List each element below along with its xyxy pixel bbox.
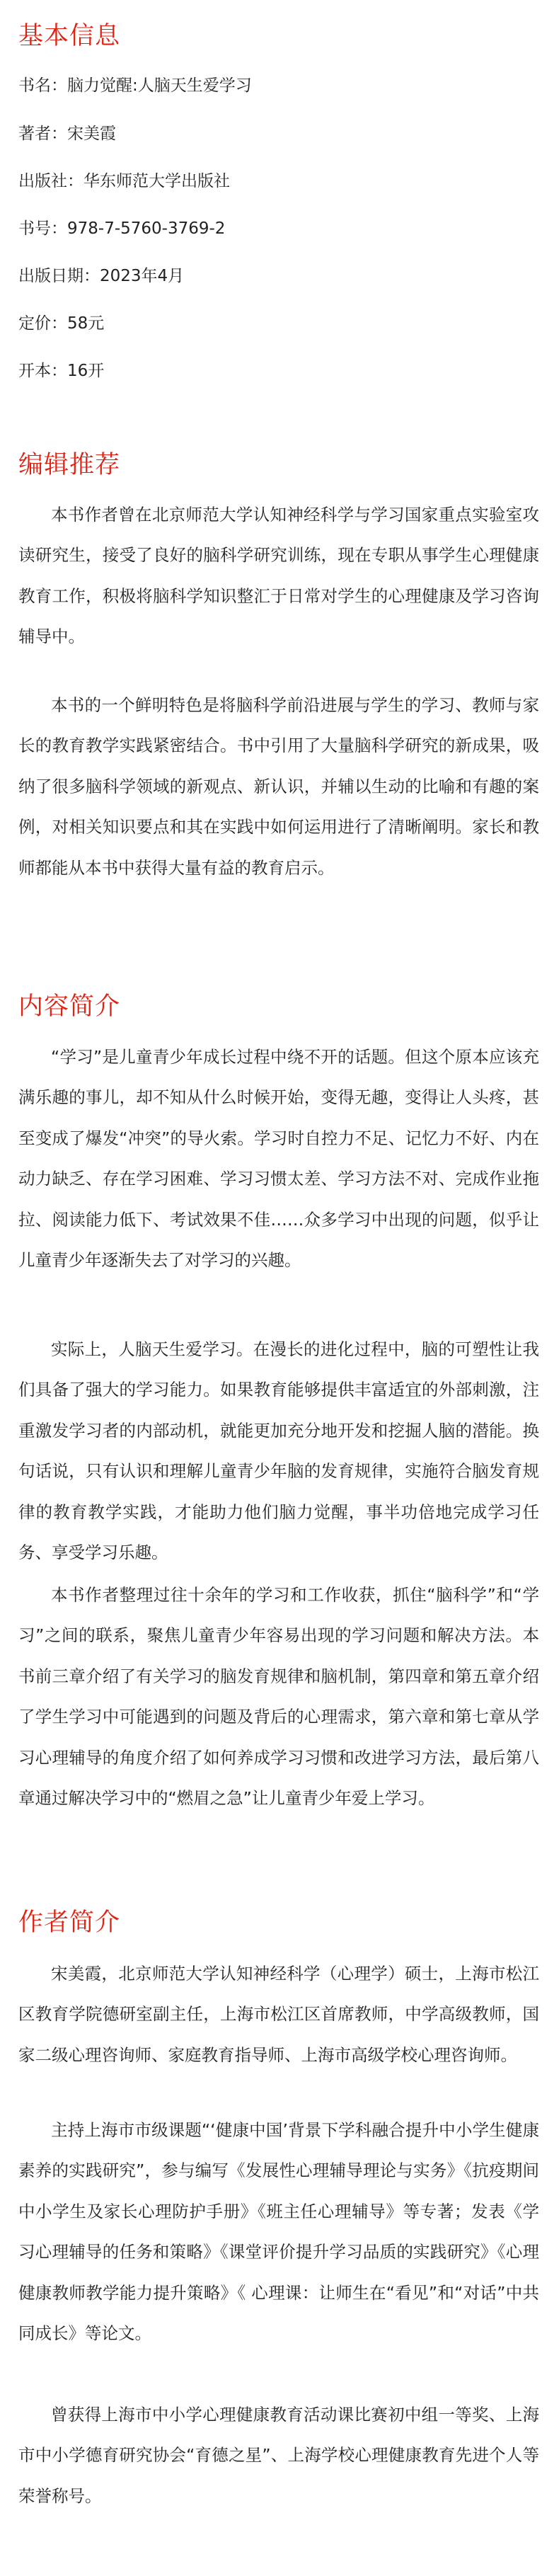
info-author: 著者：宋美霞 [18,125,116,143]
info-publisher: 出版社：华东师范大学出版社 [18,172,230,190]
basic-info-title: 基本信息 [18,22,121,50]
author-intro-title: 作者简介 [18,1908,121,1937]
content-intro-paragraph-2: 实际上，人脑天生爱学习。在漫长的进化过程中，脑的可塑性让我们具备了强大的学习能力。如果教育能够提供丰富适宜的外部刺激，注重激发学习者的内部动机，就能更加充分地开发和挖掘人脑的潜能。换句话说，只有认识和理解儿童青少年脑的发育规律，实施符合脑发育规律的教育教学实践，才能助力他们脑力觉醒，事半功倍地完成学习任务、享受学习乐趣。 [18,1339,539,1563]
editor-recommendation-title: 编辑推荐 [18,451,121,479]
info-isbn: 书号：978-7-5760-3769-2 [18,219,226,238]
info-publish-date: 出版日期：2023年4月 [18,267,185,285]
content-intro-title: 内容简介 [18,992,121,1021]
author-intro-paragraph-3: 曾获得上海市中小学心理健康教育活动课比赛初中组一等奖、上海市中小学德育研究协会“育德之星”、上海学校心理健康教育先进个人等荣誉称号。 [18,2405,539,2506]
info-format: 开本：16开 [18,362,105,380]
content-intro-paragraph-3: 本书作者整理过往十余年的学习和工作收获，抓住“脑科学”和“学习”之间的联系，聚焦儿童青少年容易出现的学习问题和解决方法。本书前三章介绍了有关学习的脑发育规律和脑机制，第四章和第五章介绍了学生学习中可能遇到的问题及背后的心理需求，第六章和第七章从学习心理辅导的角度介绍了如何养成学习习惯和改进学习方法，最后第八章通过解决学习中的“燃眉之急”让儿童青少年爱上学习。 [18,1585,539,1809]
info-price: 定价：58元 [18,314,105,333]
author-intro-paragraph-1: 宋美霞，北京师范大学认知神经科学（心理学）硕士，上海市松江区教育学院德研室副主任，上海市松江区首席教师，中学高级教师，国家二级心理咨询师、家庭教育指导师、上海市高级学校心理咨询师。 [18,1964,539,2065]
editor-recommendation-paragraph-1: 本书作者曾在北京师范大学认知神经科学与学习国家重点实验室攻读研究生，接受了良好的脑科学研究训练，现在专职从事学生心理健康教育工作，积极将脑科学知识整汇于日常对学生的心理健康及学习咨询辅导中。 [18,505,539,647]
author-intro-paragraph-2: 主持上海市市级课题“‘健康中国’背景下学科融合提升中小学生健康素养的实践研究”，参与编写《发展性心理辅导理论与实务》《抗疫期间中小学生及家长心理防护手册》《班主任心理辅导》等专著；发表《学习心理辅导的任务和策略》《课堂评价提升学习品质的实践研究》《心理健康教师教学能力提升策略》《 心理课：让师生在“看见”和“对话”中共同成长》等论文。 [18,2120,539,2344]
content-intro-paragraph-1: “学习”是儿童青少年成长过程中绕不开的话题。但这个原本应该充满乐趣的事儿，却不知从什么时候开始，变得无趣，变得让人头疼，甚至变成了爆发“冲突”的导火索。学习时自控力不足、记忆力不好、内在动力缺乏、存在学习困难、学习习惯太差、学习方法不对、完成作业拖拉、阅读能力低下、考试效果不佳……众多学习中出现的问题，似乎让儿童青少年逐渐失去了对学习的兴趣。 [18,1047,539,1271]
info-book-title: 书名：脑力觉醒:人脑天生爱学习 [18,76,252,95]
editor-recommendation-paragraph-2: 本书的一个鲜明特色是将脑科学前沿进展与学生的学习、教师与家长的教育教学实践紧密结合。书中引用了大量脑科学研究的新成果，吸纳了很多脑科学领域的新观点、新认识，并辅以生动的比喻和有趣的案例，对相关知识要点和其在实践中如何运用进行了清晰阐明。家长和教师都能从本书中获得大量有益的教育启示。 [18,695,539,878]
